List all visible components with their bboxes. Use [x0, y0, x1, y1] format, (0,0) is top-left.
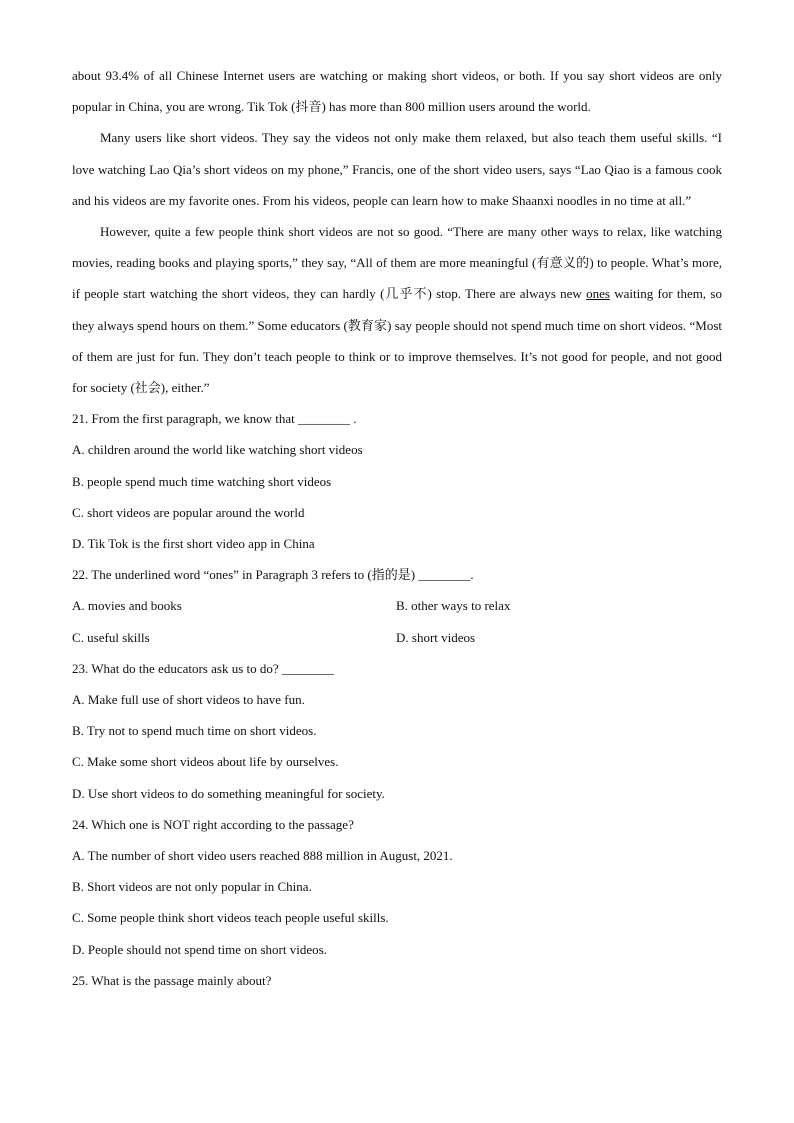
- question-21-option-a: A. children around the world like watching short videos: [72, 442, 363, 458]
- passage-paragraph-2: Many users like short videos. They say the videos not only make them relaxed, but also teach them useful skills. “I love watching Lao Qia’s short videos on my phone,” Francis, one of the short video users, says “Lao Qiao is a famous cook and his videos are my favorite ones. From his videos, people can learn how to make Shaanxi noodles in no time at all.”: [72, 130, 722, 208]
- question-24-option-d: D. People should not spend time on short videos.: [72, 941, 327, 957]
- question-21-option-c: C. short videos are popular around the world: [72, 504, 305, 520]
- question-24-option-b: B. Short videos are not only popular in China.: [72, 879, 312, 895]
- passage-paragraph-3: [72, 216, 722, 403]
- question-23-option-d: D. Use short videos to do something meaningful for society.: [72, 785, 385, 801]
- question-21-option-d: D. Tik Tok is the first short video app in China: [72, 536, 315, 552]
- question-25-stem: 25. What is the passage mainly about?: [72, 972, 272, 988]
- document-page: [72, 60, 722, 996]
- question-23-option-b: B. Try not to spend much time on short videos.: [72, 723, 317, 739]
- question-24-option-a: A. The number of short video users reached 888 million in August, 2021.: [72, 848, 453, 864]
- question-22-option-a: A. movies and books: [72, 598, 182, 614]
- question-22-options-row-2: [72, 622, 722, 653]
- question-22-options-row-1: [72, 590, 722, 621]
- question-23-stem: 23. What do the educators ask us to do? ________: [72, 660, 334, 676]
- question-22-stem: 22. The underlined word “ones” in Paragraph 3 refers to (指的是) ________.: [72, 567, 474, 583]
- question-24-stem: 24. Which one is NOT right according to the passage?: [72, 816, 354, 832]
- question-23-option-c: C. Make some short videos about life by ourselves.: [72, 754, 339, 770]
- question-24-option-c: C. Some people think short videos teach people useful skills.: [72, 910, 389, 926]
- paragraph-3-text-start: However, quite a few people think short videos are not so good. “There are many other ways to relax, like watching movies, reading books and playing sports,” they say, “All of them are more meaningful (有意义的) to people. What’s more, if people start watching the short videos, they can hardly (几乎不) stop. There are always new: [72, 224, 722, 302]
- question-23-option-a: A. Make full use of short videos to have fun.: [72, 692, 305, 708]
- question-21-option-b: B. people spend much time watching short videos: [72, 473, 332, 489]
- question-22-option-d: D. short videos: [396, 629, 476, 645]
- paragraph-3-text-end: waiting for them, so they always spend hours on them.” Some educators (教育家) say people should not spend much time on short videos. “Most of them are just for fun. They don’t teach people to think or to improve themselves. It’s not good for people, and not good for society (社会), either.”: [72, 286, 722, 396]
- question-21-stem: 21. From the first paragraph, we know that ________ .: [72, 411, 357, 427]
- underlined-word-ones: ones: [586, 286, 610, 302]
- question-22-option-b: B. other ways to relax: [396, 598, 511, 614]
- question-22-option-c: C. useful skills: [72, 629, 150, 645]
- passage-paragraph-1: about 93.4% of all Chinese Internet users are watching or making short videos, or both. If you say short videos are only popular in China, you are wrong. Tik Tok (抖音) has more than 800 million users around the world.: [72, 68, 722, 115]
